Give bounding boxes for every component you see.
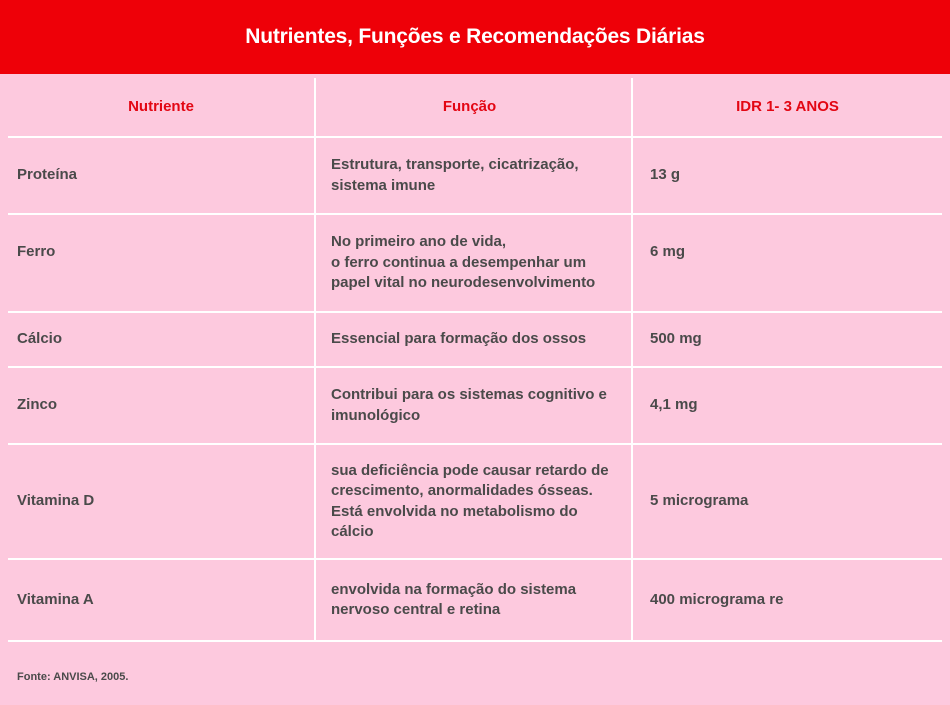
table-row: [8, 560, 942, 642]
idr-cell: 6 mg: [650, 243, 686, 260]
nutrient-cell: Zinco: [8, 368, 316, 443]
nutrient-cell: Vitamina D: [8, 445, 316, 558]
table-row: [8, 138, 942, 215]
title-banner: [0, 0, 950, 74]
idr-cell: 13 g: [650, 166, 681, 184]
nutrient-cell: Vitamina A: [8, 560, 316, 640]
column-header-function: Função: [316, 78, 633, 136]
nutrient-table: [8, 78, 942, 642]
table-row: [8, 445, 942, 560]
function-cell: sua deficiência pode causar retardo de crescimento, anormalidades ósseas. Está envolvida no metabolismo do cálcio: [316, 445, 633, 558]
function-cell: envolvida na formação do sistema nervoso central e retina: [316, 560, 633, 640]
function-cell: Essencial para formação dos ossos: [316, 313, 633, 366]
function-cell: No primeiro ano de vida, o ferro continua a desempenhar um papel vital no neurodesenvolvimento: [316, 215, 633, 311]
idr-cell: 4,1 mg: [650, 396, 698, 414]
nutrient-cell: Proteína: [8, 138, 316, 213]
source-note: Fonte: ANVISA, 2005.: [17, 671, 129, 683]
column-header-nutrient: Nutriente: [8, 78, 316, 136]
idr-cell: 400 micrograma re: [650, 590, 784, 608]
table-row: [8, 313, 942, 368]
table-row: [8, 368, 942, 445]
function-cell: Contribui para os sistemas cognitivo e imunológico: [316, 368, 633, 443]
function-cell: Estrutura, transporte, cicatrização, sistema imune: [316, 138, 633, 213]
nutrient-cell: Cálcio: [8, 313, 316, 366]
nutrient-cell: Ferro: [8, 215, 316, 311]
table-row: [8, 215, 942, 313]
table-header-row: [8, 78, 942, 138]
idr-cell: 5 micrograma: [650, 492, 749, 510]
page-title: Nutrientes, Funções e Recomendações Diárias: [245, 25, 705, 48]
column-header-idr: IDR 1- 3 ANOS: [736, 97, 839, 115]
idr-cell: 500 mg: [650, 330, 702, 348]
